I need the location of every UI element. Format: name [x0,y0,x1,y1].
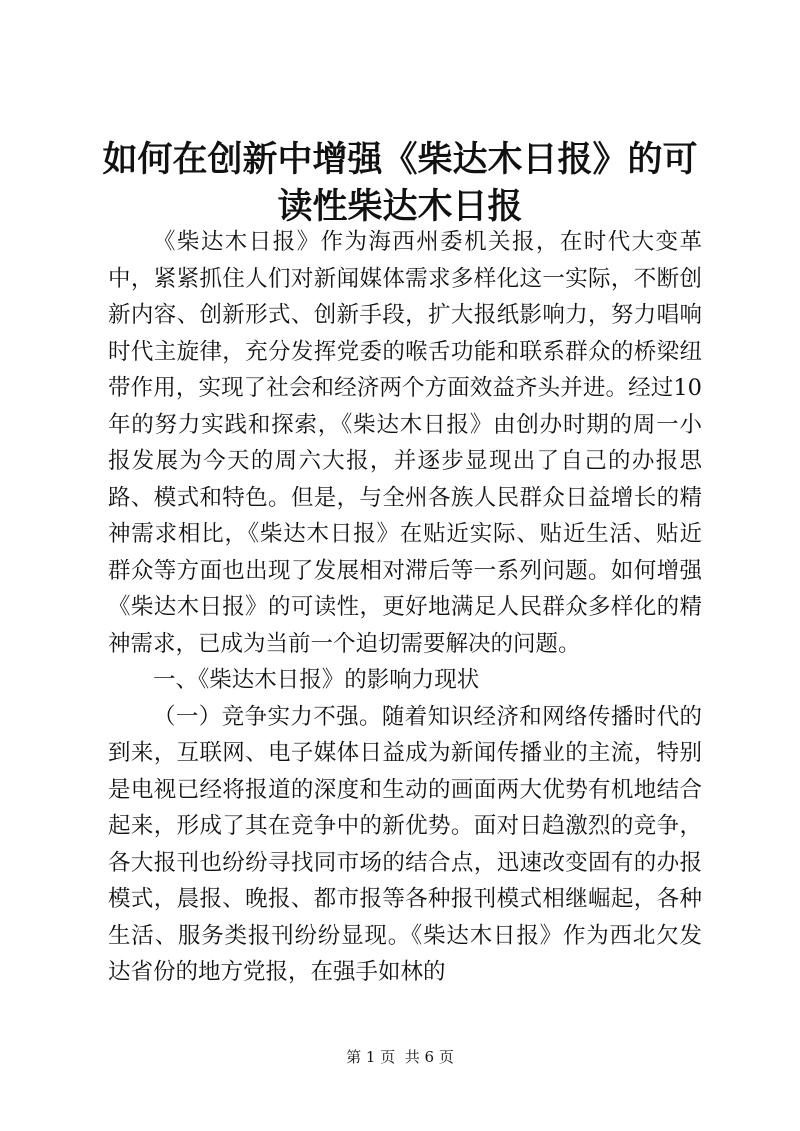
document-title: 如何在创新中增强《柴达木日报》的可读性柴达木日报 [102,139,698,227]
body-paragraph: （一）竞争实力不强。随着知识经济和网络传播时代的到来，互联网、电子媒体日益成为新闻传播业的主流，特别是电视已经将报道的深度和生动的画面两大优势有机地结合起来，形成了其在竞争中的新优势。面对日趋激烈的竞争，各大报刊也纷纷寻找同市场的结合点，迅速改变固有的办报模式，晨报、晚报、都市报等各种报刊模式相继崛起，各种生活、服务类报刊纷纷显现。《柴达木日报》作为西北欠发达省份的地方党报，在强手如林的 [108,703,702,985]
document-body [108,224,702,991]
section-heading: 一、《柴达木日报》的影响力现状 [153,667,480,693]
page-footer: 第 1 页 共 6 页 [346,1048,454,1066]
intro-paragraph: 《柴达木日报》作为海西州委机关报，在时代大变革中，紧紧抓住人们对新闻媒体需求多样化这一实际，不断创新内容、创新形式、创新手段，扩大报纸影响力，努力唱响时代主旋律，充分发挥党委的喉舌功能和联系群众的桥梁纽带作用，实现了社会和经济两个方面效益齐头并进。经过10年的努力实践和探索，《柴达木日报》由创办时期的周一小报发展为今天的周六大报，并逐步显现出了自己的办报思路、模式和特色。但是，与全州各族人民群众日益增长的精神需求相比，《柴达木日报》在贴近实际、贴近生活、贴近群众等方面也出现了发展相对滞后等一系列问题。如何增强《柴达木日报》的可读性，更好地满足人民群众多样化的精神需求，已成为当前一个迫切需要解决的问题。 [108,229,702,657]
